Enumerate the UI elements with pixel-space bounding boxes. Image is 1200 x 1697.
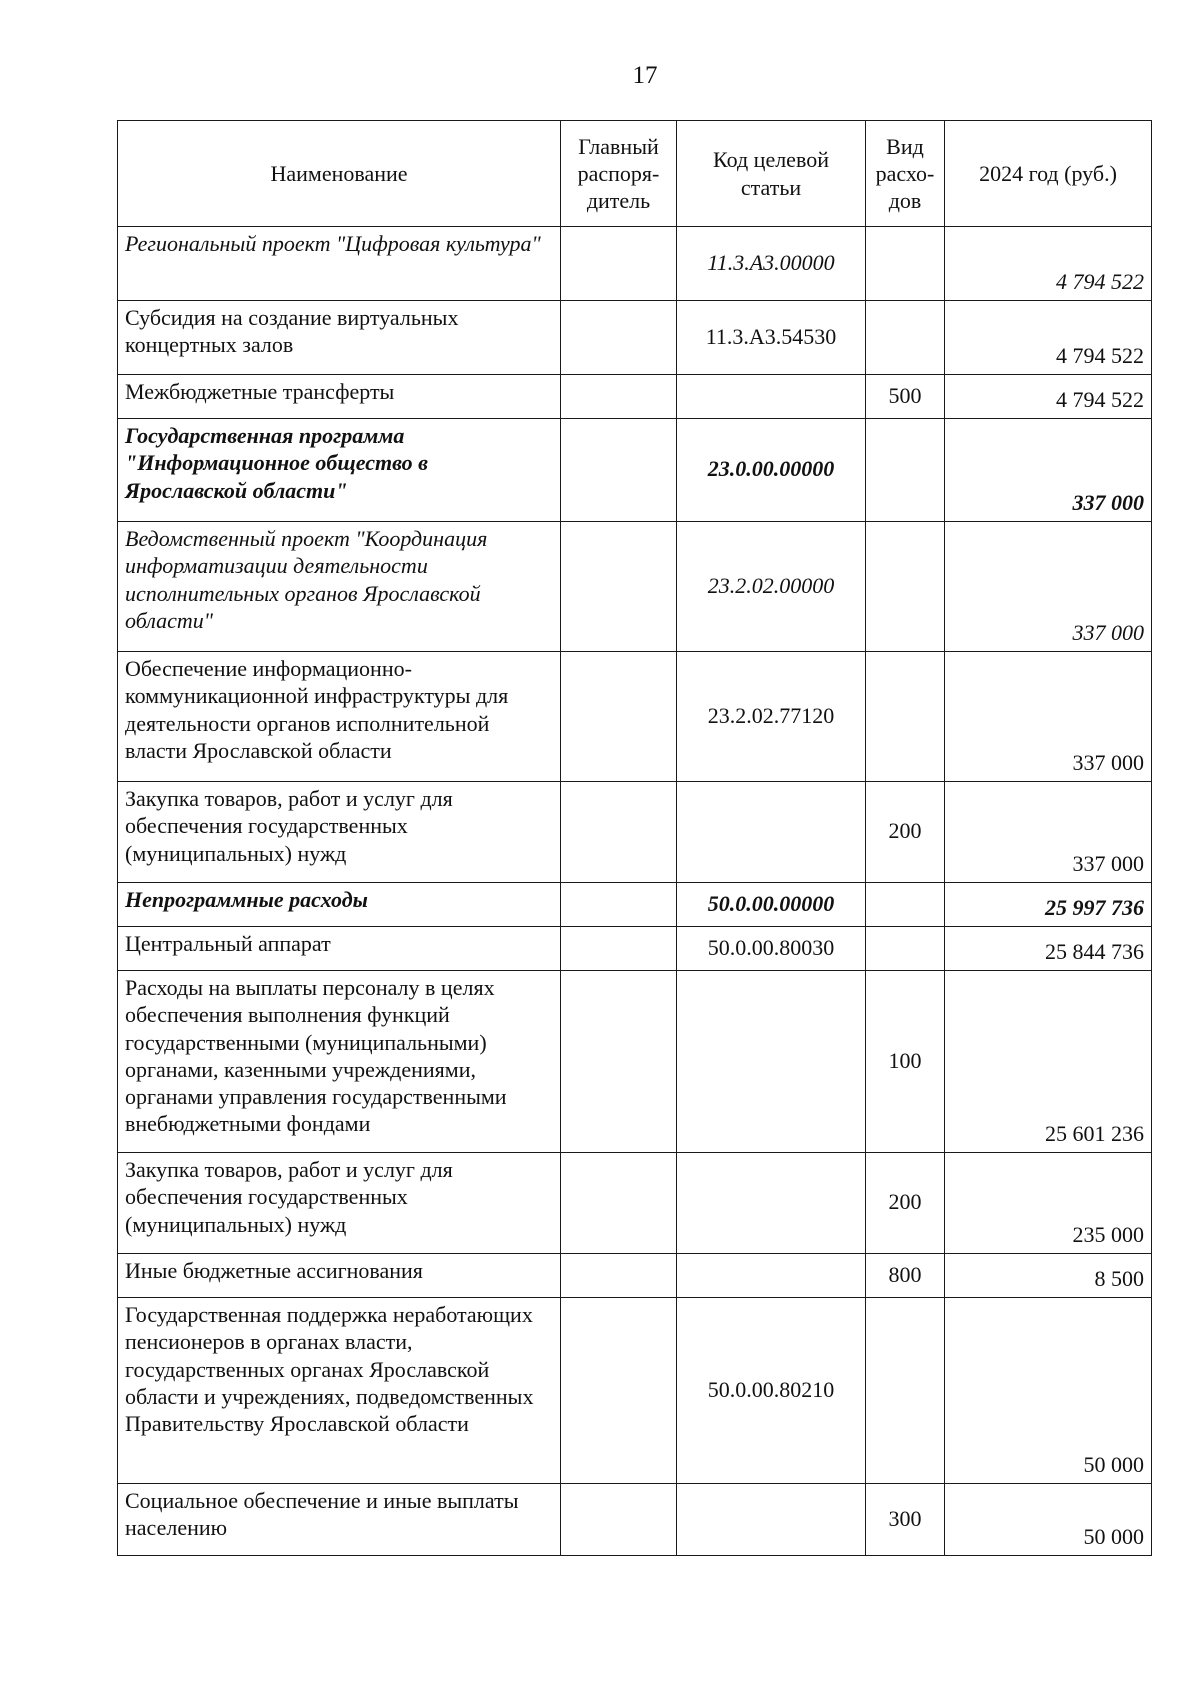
table-header-row [118, 121, 1152, 227]
table-row [118, 375, 1152, 419]
row-name: Ведомственный проект "Координация информатизации деятельности исполнительных органов Ярославской области" [118, 522, 561, 652]
row-amount: 4 794 522 [945, 227, 1152, 301]
row-code: 50.0.00.00000 [677, 883, 866, 927]
row-grbs [561, 419, 677, 522]
row-grbs [561, 301, 677, 375]
row-code: 23.0.00.00000 [677, 419, 866, 522]
row-code [677, 1153, 866, 1254]
row-vid: 500 [866, 375, 945, 419]
row-grbs [561, 522, 677, 652]
row-code [677, 375, 866, 419]
header-code: Код целевой статьи [677, 121, 866, 227]
row-amount: 337 000 [945, 782, 1152, 883]
header-name: Наименование [118, 121, 561, 227]
row-amount: 25 601 236 [945, 971, 1152, 1153]
row-name: Межбюджетные трансферты [118, 375, 561, 419]
row-amount: 25 844 736 [945, 927, 1152, 971]
row-code: 11.3.А3.00000 [677, 227, 866, 301]
row-code [677, 782, 866, 883]
row-amount: 50 000 [945, 1484, 1152, 1556]
row-vid [866, 522, 945, 652]
table-row [118, 1254, 1152, 1298]
row-amount: 337 000 [945, 522, 1152, 652]
row-code: 23.2.02.00000 [677, 522, 866, 652]
table-row [118, 883, 1152, 927]
row-vid [866, 227, 945, 301]
row-amount: 235 000 [945, 1153, 1152, 1254]
row-code [677, 1484, 866, 1556]
table-row [118, 301, 1152, 375]
row-name: Закупка товаров, работ и услуг для обеспечения государственных (муниципальных) нужд [118, 782, 561, 883]
row-grbs [561, 927, 677, 971]
row-code: 23.2.02.77120 [677, 652, 866, 782]
budget-table [117, 120, 1152, 1556]
row-grbs [561, 1254, 677, 1298]
row-name: Социальное обеспечение и иные выплаты населению [118, 1484, 561, 1556]
row-amount: 8 500 [945, 1254, 1152, 1298]
row-grbs [561, 227, 677, 301]
row-grbs [561, 1298, 677, 1484]
row-name: Расходы на выплаты персоналу в целях обеспечения выполнения функций государственными (муниципальными) органами, казенными учреждениями, органами управления государственными внебюджетными фондами [118, 971, 561, 1153]
row-name: Центральный аппарат [118, 927, 561, 971]
table-body [118, 227, 1152, 1556]
table-row [118, 227, 1152, 301]
page-number: 17 [632, 62, 658, 89]
row-grbs [561, 1484, 677, 1556]
table-row [118, 1153, 1152, 1254]
row-amount: 4 794 522 [945, 375, 1152, 419]
row-name: Региональный проект "Цифровая культура" [118, 227, 561, 301]
row-vid: 300 [866, 1484, 945, 1556]
header-amount: 2024 год (руб.) [945, 121, 1152, 227]
row-code [677, 1254, 866, 1298]
row-grbs [561, 1153, 677, 1254]
table-row [118, 419, 1152, 522]
table-row [118, 971, 1152, 1153]
row-code: 50.0.00.80030 [677, 927, 866, 971]
header-grbs: Главный распоря- дитель [561, 121, 677, 227]
row-vid [866, 883, 945, 927]
row-amount: 50 000 [945, 1298, 1152, 1484]
table-row [118, 927, 1152, 971]
row-name: Обеспечение информационно-коммуникационной инфраструктуры для деятельности органов исполнительной власти Ярославской области [118, 652, 561, 782]
row-name: Государственная программа "Информационное общество в Ярославской области" [118, 419, 561, 522]
table-row [118, 782, 1152, 883]
row-name: Иные бюджетные ассигнования [118, 1254, 561, 1298]
row-name: Государственная поддержка неработающих пенсионеров в органах власти, государственных органах Ярославской области и учреждениях, подведомственных Правительству Ярославской области [118, 1298, 561, 1484]
row-vid: 200 [866, 782, 945, 883]
row-grbs [561, 883, 677, 927]
row-vid [866, 1298, 945, 1484]
table-row [118, 1484, 1152, 1556]
row-name: Закупка товаров, работ и услуг для обеспечения государственных (муниципальных) нужд [118, 1153, 561, 1254]
table-row [118, 1298, 1152, 1484]
row-amount: 337 000 [945, 652, 1152, 782]
row-grbs [561, 652, 677, 782]
row-code [677, 971, 866, 1153]
table-row [118, 522, 1152, 652]
row-code: 50.0.00.80210 [677, 1298, 866, 1484]
row-vid [866, 301, 945, 375]
row-vid: 800 [866, 1254, 945, 1298]
row-vid [866, 419, 945, 522]
row-amount: 4 794 522 [945, 301, 1152, 375]
row-amount: 25 997 736 [945, 883, 1152, 927]
row-vid: 200 [866, 1153, 945, 1254]
row-amount: 337 000 [945, 419, 1152, 522]
row-grbs [561, 971, 677, 1153]
row-name: Субсидия на создание виртуальных концертных залов [118, 301, 561, 375]
row-grbs [561, 782, 677, 883]
row-grbs [561, 375, 677, 419]
row-vid [866, 652, 945, 782]
header-vid: Вид расхо- дов [866, 121, 945, 227]
row-vid: 100 [866, 971, 945, 1153]
row-code: 11.3.А3.54530 [677, 301, 866, 375]
row-vid [866, 927, 945, 971]
row-name: Непрограммные расходы [118, 883, 561, 927]
table-row [118, 652, 1152, 782]
